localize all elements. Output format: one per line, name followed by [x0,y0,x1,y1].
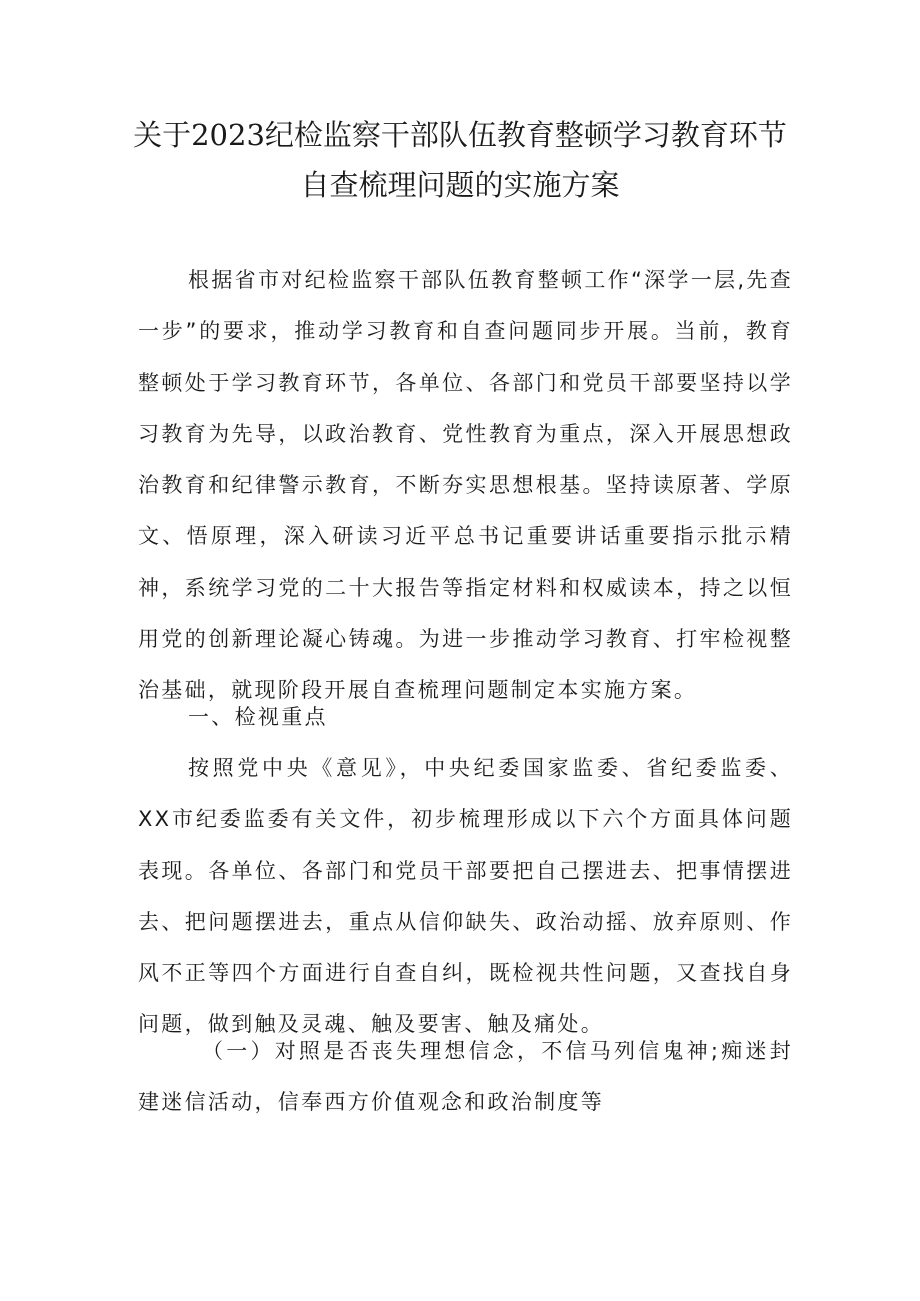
document-title-line-2: 自查梳理问题的实施方案 [300,168,620,202]
inspection-focus-paragraph: 按照党中央《意见》，中央纪委国家监委、省纪委监委、XX市纪委监委有关文件，初步梳理形成以下六个方面具体问题表现。各单位、各部门和党员干部要把自己摆进去、把事情摆进去、把问题摆进去，重点从信仰缺失、政治动摇、放弃原则、作风不正等四个方面进行自查自纠，既检视共性问题，又查找自身问题，做到触及灵魂、触及要害、触及痛处。 [138,756,793,1037]
subsection-item-1: （一）对照是否丧失理想信念，不信马列信鬼神;痴迷封建迷信活动，信奉西方价值观念和政治制度等 [138,1039,793,1115]
intro-paragraph: 根据省市对纪检监察干部队伍教育整顿工作“深学一层,先查一步”的要求，推动学习教育和自查问题同步开展。当前，教育整顿处于学习教育环节，各单位、各部门和党员干部要坚持以学习教育为先导，以政治教育、党性教育为重点，深入开展思想政治教育和纪律警示教育，不断夯实思想根基。坚持读原著、学原文、悟原理，深入研读习近平总书记重要讲话重要指示批示精神，系统学习党的二十大报告等指定材料和权威读本，持之以恒用党的创新理论凝心铸魂。为进一步推动学习教育、打牢检视整治基础，就现阶段开展自查梳理问题制定本实施方案。 [138,268,793,703]
document-title-line-1: 关于2023纪检监察干部队伍教育整顿学习教育环节 [133,118,787,152]
section-heading-inspection-focus: 一、检视重点 [188,705,328,729]
